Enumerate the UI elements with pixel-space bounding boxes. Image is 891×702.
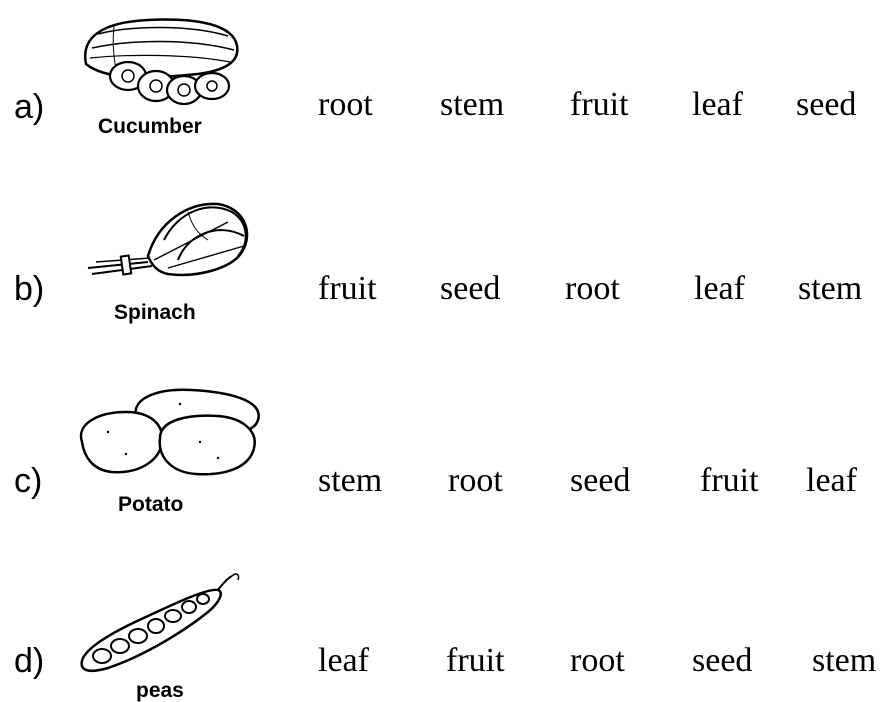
answer-option[interactable]: stem (318, 462, 383, 499)
question-row-b (0, 176, 891, 346)
question-row-a (0, 0, 891, 170)
question-letter: c) (14, 462, 43, 500)
answer-option[interactable]: root (448, 462, 503, 499)
answer-option[interactable]: seed (570, 462, 631, 499)
answer-option[interactable]: leaf (318, 642, 369, 679)
answer-options (0, 176, 891, 346)
question-letter: d) (14, 642, 45, 680)
question-letter: b) (14, 270, 45, 308)
image-caption: Potato (118, 493, 184, 516)
answer-option[interactable]: fruit (446, 642, 505, 679)
answer-option[interactable]: root (570, 642, 625, 679)
answer-option[interactable]: fruit (700, 462, 759, 499)
answer-option[interactable]: stem (440, 86, 505, 123)
answer-option[interactable]: seed (440, 270, 501, 307)
answer-options (0, 372, 891, 542)
answer-option[interactable]: leaf (694, 270, 745, 307)
image-caption: peas (136, 679, 184, 702)
image-caption: Spinach (114, 301, 196, 324)
answer-option[interactable]: leaf (806, 462, 857, 499)
answer-option[interactable]: stem (812, 642, 877, 679)
answer-option[interactable]: fruit (570, 86, 629, 123)
answer-option[interactable]: seed (796, 86, 857, 123)
answer-option[interactable]: seed (692, 642, 753, 679)
answer-option[interactable]: root (565, 270, 620, 307)
answer-option[interactable]: fruit (318, 270, 377, 307)
answer-option[interactable]: leaf (692, 86, 743, 123)
question-row-d (0, 560, 891, 702)
answer-options (0, 0, 891, 170)
answer-options (0, 560, 891, 702)
image-caption: Cucumber (98, 115, 202, 138)
answer-option[interactable]: root (318, 86, 373, 123)
question-row-c (0, 372, 891, 542)
answer-option[interactable]: stem (798, 270, 863, 307)
question-letter: a) (14, 88, 45, 126)
